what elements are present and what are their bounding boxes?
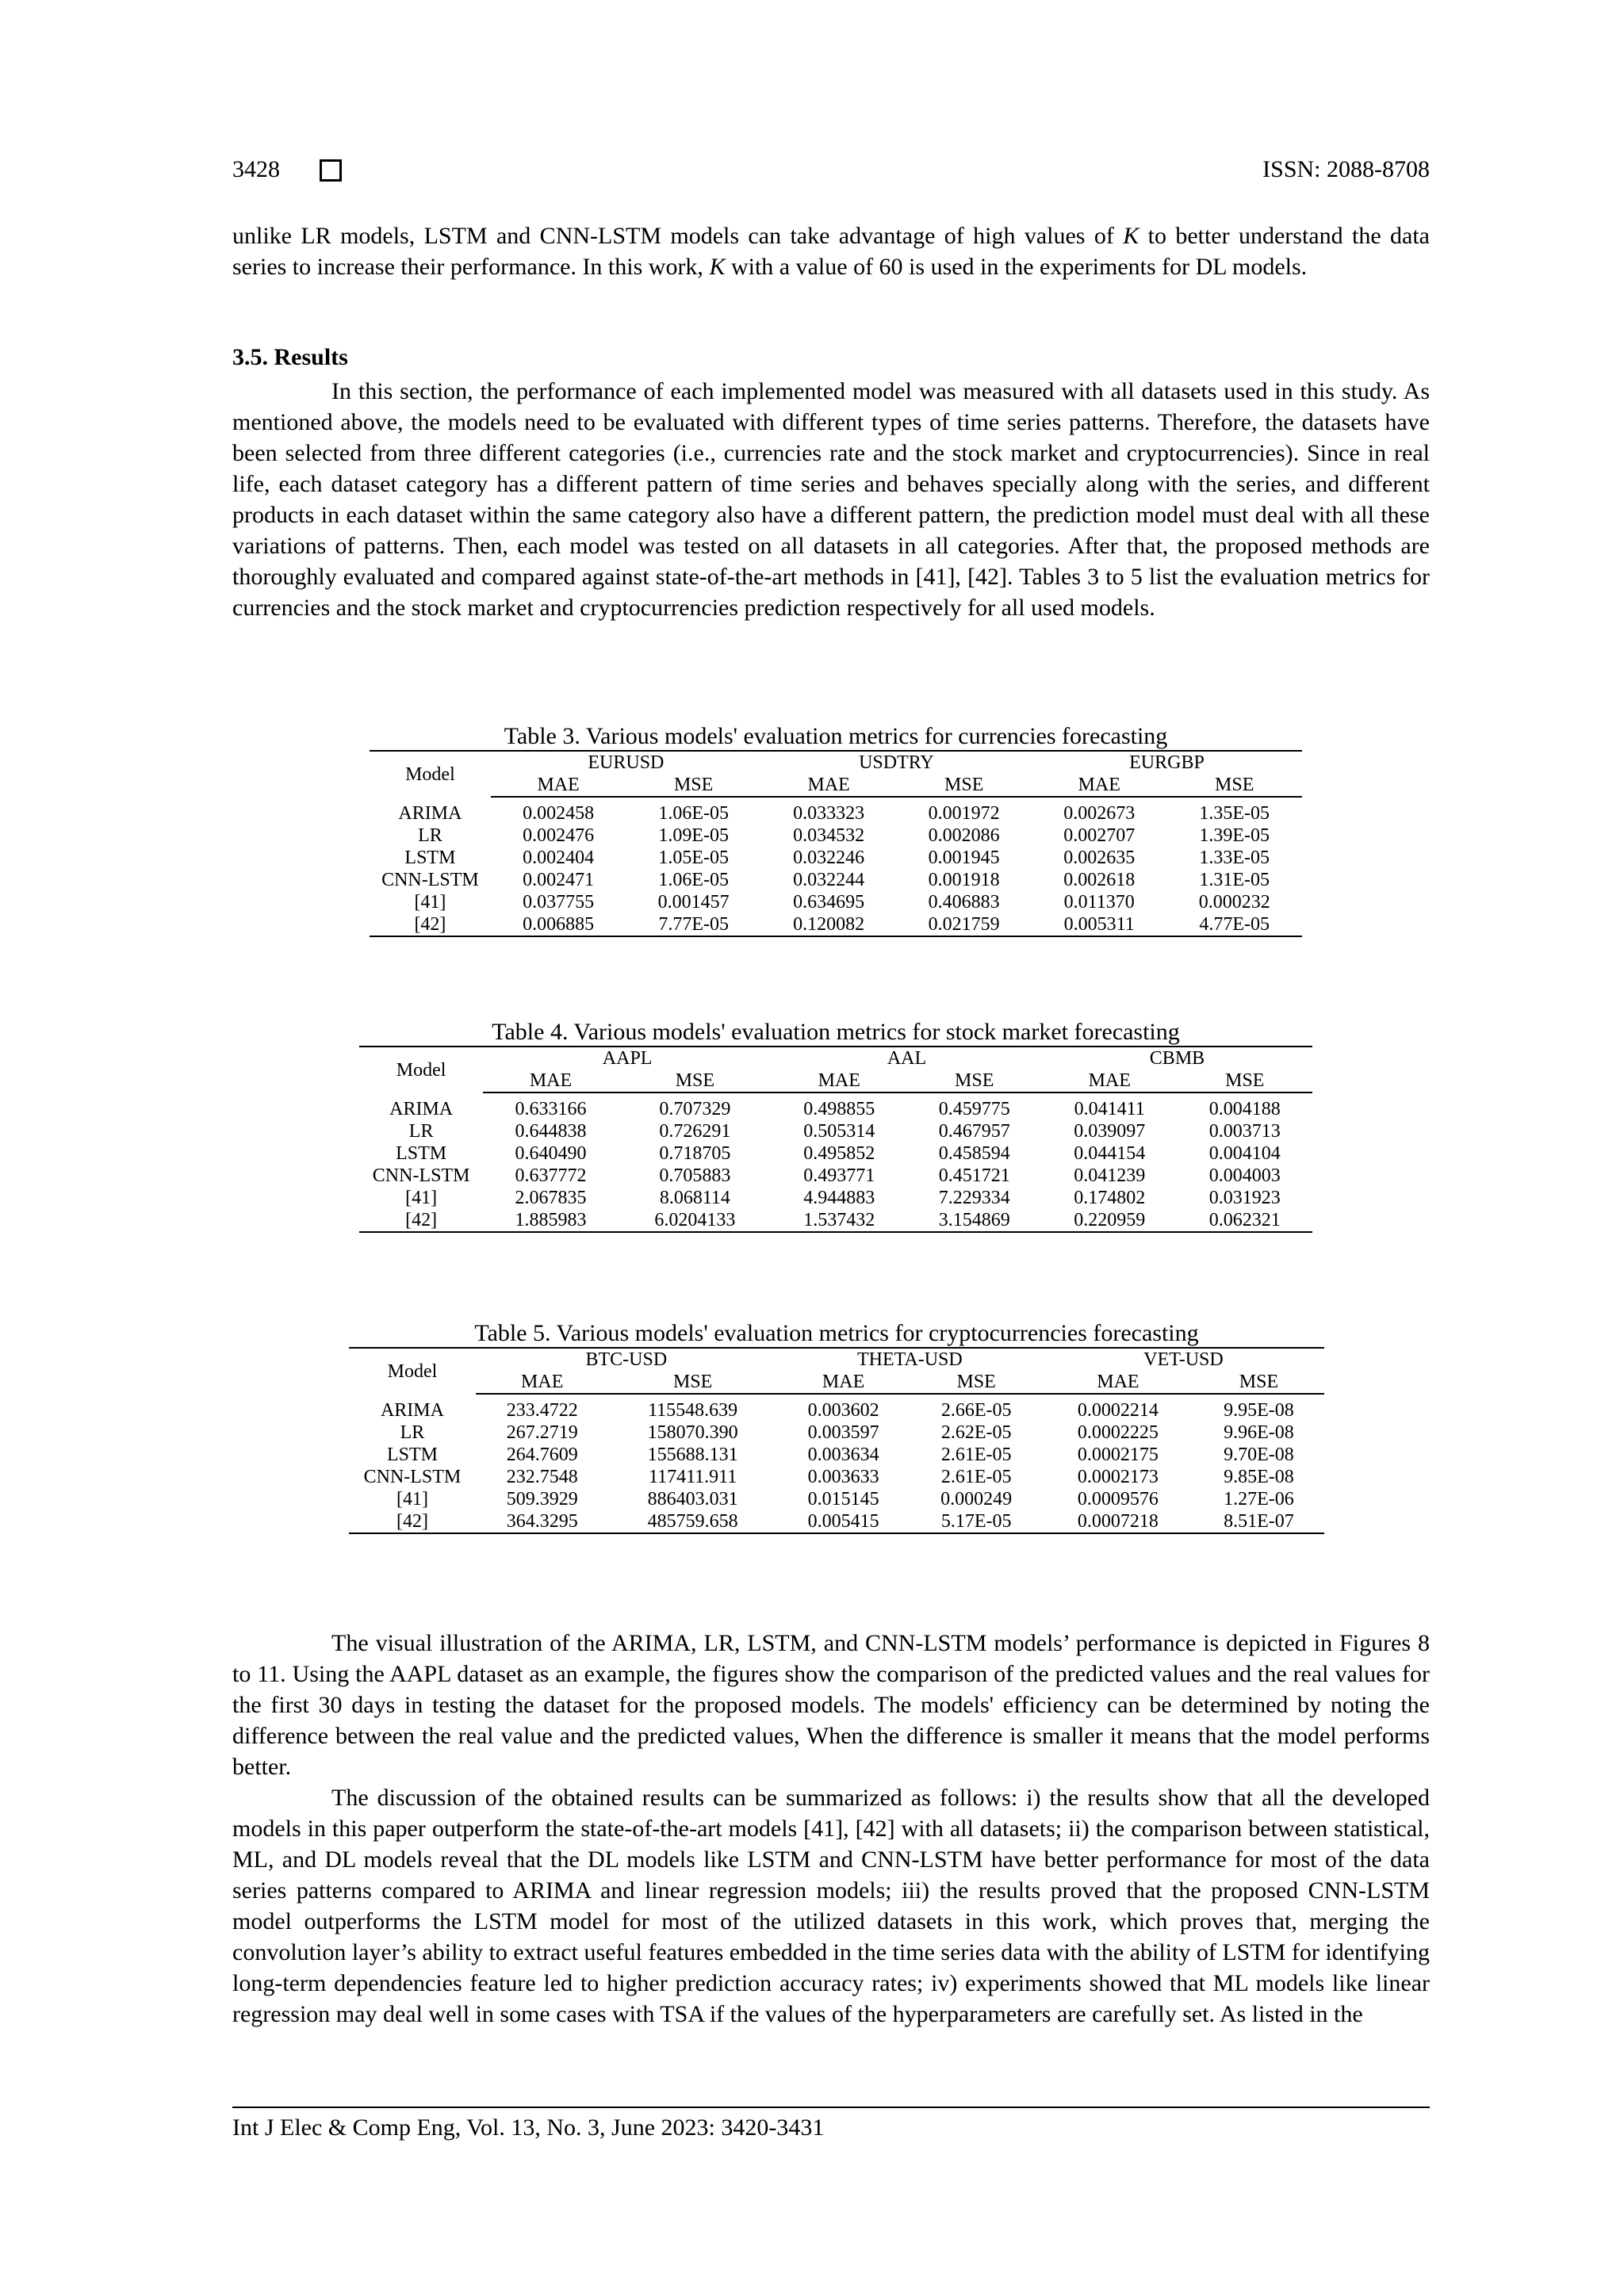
value-cell: 0.021759 xyxy=(896,913,1032,936)
value-cell: 509.3929 xyxy=(506,1489,578,1510)
value-cell: 0.640490 xyxy=(515,1143,587,1164)
value-cell: 0.041239 xyxy=(1074,1165,1146,1186)
model-cell: [42] xyxy=(370,913,491,936)
model-column-header: Model xyxy=(359,1047,483,1093)
metric-header: MAE xyxy=(1032,774,1167,797)
table-row xyxy=(349,1422,1324,1444)
value-cell: 0.174802 xyxy=(1074,1188,1146,1208)
table-row xyxy=(370,797,1302,825)
dataset-header: USDTRY xyxy=(761,751,1032,774)
value-cell: 9.85E-08 xyxy=(1224,1467,1294,1487)
model-cell: [41] xyxy=(396,1489,428,1510)
value-cell: 1.09E-05 xyxy=(658,825,729,846)
value-cell: 0.498855 xyxy=(803,1099,875,1119)
value-cell: 2.61E-05 xyxy=(940,1445,1012,1465)
table-row xyxy=(359,1093,1312,1120)
value-cell: 0.037755 xyxy=(523,892,595,913)
metric-header: MAE xyxy=(483,1070,619,1093)
value-cell: 0.0002175 xyxy=(1077,1445,1159,1465)
value-cell: 9.96E-08 xyxy=(1224,1422,1294,1443)
value-cell: 0.726291 xyxy=(659,1121,731,1142)
model-cell: [42] xyxy=(359,1209,483,1232)
value-cell: 0.005415 xyxy=(777,1510,910,1533)
footer-divider xyxy=(232,2107,1430,2108)
table-row xyxy=(359,1120,1312,1142)
value-cell: 0.034532 xyxy=(793,825,865,846)
page-header xyxy=(232,156,1430,188)
value-cell: 2.067835 xyxy=(515,1188,587,1208)
value-cell: 0.015145 xyxy=(807,1489,879,1510)
value-cell: 0.003597 xyxy=(807,1422,879,1443)
issn: ISSN: 2088-8708 xyxy=(1262,156,1430,182)
metrics-table xyxy=(370,750,1302,937)
value-cell: 0.062321 xyxy=(1177,1209,1312,1232)
table-row xyxy=(359,1187,1312,1209)
value-cell: 9.70E-08 xyxy=(1224,1445,1294,1465)
table-row xyxy=(359,1209,1312,1232)
model-cell: LSTM xyxy=(396,1143,447,1164)
value-cell: 0.003633 xyxy=(807,1467,879,1487)
value-cell: 0.001972 xyxy=(928,803,1000,824)
table-caption: Table 3. Various models' evaluation metrics for currencies forecasting xyxy=(504,723,1168,749)
square-bullet-icon xyxy=(320,159,342,182)
value-cell: 155688.131 xyxy=(647,1445,738,1465)
dataset-header: BTC-USD xyxy=(476,1348,777,1371)
table-caption: Table 5. Various models' evaluation metrics for cryptocurrencies forecasting xyxy=(474,1320,1199,1346)
intro-paragraph: unlike LR models, LSTM and CNN-LSTM models can take advantage of high values of K to better understand the data series to increase their performance. In this work, K with a value of 60 is used in the experiments for DL models. xyxy=(232,223,1430,280)
page-footer: Int J Elec & Comp Eng, Vol. 13, No. 3, June 2023: 3420-3431 xyxy=(232,2114,825,2141)
results-paragraph: In this section, the performance of each implemented model was measured with all datasets used in this study. As mentioned above, the models need to be evaluated with different types of time series patterns. Therefore, the datasets have been selected from three different categories (i.e., currencies rate and the stock market and cryptocurrencies). Since in real life, each dataset category has a different pattern of time series and behaves specially along with the series, and different products in each dataset within the same category also have a different pattern, the prediction model must deal with all these variations of patterns. Then, each model was tested on all datasets in all categories. After that, the proposed methods are thoroughly evaluated and compared against state-of-the-art methods in [41], [42]. Tables 3 to 5 list the evaluation metrics for currencies and the stock market and cryptocurrencies prediction respectively for all used models. xyxy=(232,378,1430,621)
value-cell: 8.51E-07 xyxy=(1193,1510,1324,1533)
value-cell: 0.493771 xyxy=(803,1165,875,1186)
model-cell: LR xyxy=(418,825,442,846)
value-cell: 0.032244 xyxy=(793,870,865,890)
model-cell: [42] xyxy=(349,1510,476,1533)
value-cell: 1.537432 xyxy=(772,1209,907,1232)
discussion-paragraph-1: The visual illustration of the ARIMA, LR, LSTM, and CNN-LSTM models’ performance is depicted in Figures 8 to 11. Using the AAPL dataset as an example, the figures show the comparison of the predicted values and the real values for the first 30 days in testing the dataset for the proposed models. The models' efficiency can be determined by noting the difference between the real value and the predicted values, When the difference is smaller it means that the model performs better. xyxy=(232,1630,1430,1780)
value-cell: 0.002673 xyxy=(1063,803,1136,824)
metric-header: MSE xyxy=(626,774,761,797)
value-cell: 0.120082 xyxy=(761,913,897,936)
value-cell: 233.4722 xyxy=(506,1400,578,1421)
value-cell: 0.495852 xyxy=(803,1143,875,1164)
value-cell: 0.005311 xyxy=(1032,913,1167,936)
dataset-header: AAL xyxy=(772,1047,1042,1070)
value-cell: 0.004188 xyxy=(1208,1099,1281,1119)
value-cell: 0.220959 xyxy=(1042,1209,1178,1232)
table-caption: Table 4. Various models' evaluation metrics for stock market forecasting xyxy=(492,1019,1180,1045)
value-cell: 0.002086 xyxy=(928,825,1000,846)
value-cell: 886403.031 xyxy=(647,1489,738,1510)
dataset-header: THETA-USD xyxy=(777,1348,1043,1371)
value-cell: 1.39E-05 xyxy=(1199,825,1270,846)
table-row xyxy=(370,913,1302,936)
value-cell: 7.77E-05 xyxy=(626,913,761,936)
value-cell: 0.002471 xyxy=(523,870,595,890)
metric-header: MSE xyxy=(608,1371,776,1394)
table-row xyxy=(359,1142,1312,1165)
table-row xyxy=(370,891,1302,913)
table-row xyxy=(370,825,1302,847)
value-cell: 1.35E-05 xyxy=(1199,803,1270,824)
table-row xyxy=(349,1488,1324,1510)
value-cell: 0.718705 xyxy=(659,1143,731,1164)
metrics-table xyxy=(359,1046,1312,1233)
model-cell: [41] xyxy=(414,892,446,913)
value-cell: 0.0002173 xyxy=(1077,1467,1159,1487)
value-cell: 0.467957 xyxy=(938,1121,1010,1142)
metric-header: MAE xyxy=(476,1371,609,1394)
value-cell: 0.006885 xyxy=(491,913,626,936)
value-cell: 0.031923 xyxy=(1208,1188,1281,1208)
value-cell: 9.95E-08 xyxy=(1224,1400,1294,1421)
value-cell: 4.77E-05 xyxy=(1166,913,1302,936)
value-cell: 0.001457 xyxy=(657,892,730,913)
value-cell: 0.505314 xyxy=(803,1121,875,1142)
table-row xyxy=(349,1466,1324,1488)
metric-header: MAE xyxy=(777,1371,910,1394)
value-cell: 267.2719 xyxy=(506,1422,578,1443)
model-cell: LSTM xyxy=(386,1445,438,1465)
value-cell: 364.3295 xyxy=(476,1510,609,1533)
value-cell: 115548.639 xyxy=(648,1400,738,1421)
value-cell: 7.229334 xyxy=(938,1188,1010,1208)
value-cell: 0.003713 xyxy=(1208,1121,1281,1142)
model-column-header: Model xyxy=(349,1348,476,1394)
value-cell: 1.33E-05 xyxy=(1199,848,1270,868)
table-row xyxy=(349,1444,1324,1466)
metrics-table xyxy=(349,1347,1324,1534)
value-cell: 264.7609 xyxy=(506,1445,578,1465)
value-cell: 0.003634 xyxy=(807,1445,879,1465)
value-cell: 0.033323 xyxy=(793,803,865,824)
value-cell: 0.004003 xyxy=(1208,1165,1281,1186)
value-cell: 1.05E-05 xyxy=(658,848,729,868)
model-cell: CNN-LSTM xyxy=(363,1467,462,1487)
page-number: 3428 xyxy=(232,156,280,182)
value-cell: 1.06E-05 xyxy=(658,803,729,824)
metric-header: MAE xyxy=(772,1070,907,1093)
value-cell: 0.644838 xyxy=(515,1121,587,1142)
value-cell: 0.039097 xyxy=(1074,1121,1146,1142)
metric-header: MSE xyxy=(1193,1371,1324,1394)
model-cell: LR xyxy=(400,1422,425,1443)
value-cell: 232.7548 xyxy=(506,1467,578,1487)
value-cell: 0.002618 xyxy=(1063,870,1136,890)
metric-header: MAE xyxy=(1042,1070,1178,1093)
value-cell: 0.0002225 xyxy=(1077,1422,1159,1443)
value-cell: 0.002476 xyxy=(523,825,595,846)
table-3 xyxy=(370,723,1302,937)
model-cell: ARIMA xyxy=(398,802,462,824)
model-cell: CNN-LSTM xyxy=(381,870,479,890)
section-heading: 3.5. Results xyxy=(232,344,348,370)
value-cell: 0.459775 xyxy=(938,1099,1010,1119)
model-cell: LR xyxy=(408,1121,434,1142)
metric-header: MSE xyxy=(619,1070,772,1093)
value-cell: 0.707329 xyxy=(659,1099,731,1119)
value-cell: 0.002707 xyxy=(1063,825,1136,846)
value-cell: 0.041411 xyxy=(1074,1099,1145,1119)
metric-header: MSE xyxy=(910,1371,1043,1394)
metric-header: MSE xyxy=(896,774,1032,797)
value-cell: 2.66E-05 xyxy=(940,1400,1012,1421)
value-cell: 0.004104 xyxy=(1208,1143,1281,1164)
value-cell: 0.406883 xyxy=(928,892,1000,913)
model-cell: LSTM xyxy=(404,848,456,868)
value-cell: 0.001918 xyxy=(928,870,1000,890)
value-cell: 8.068114 xyxy=(659,1188,730,1208)
table-5 xyxy=(349,1320,1324,1534)
value-cell: 0.003602 xyxy=(807,1400,879,1421)
value-cell: 0.001945 xyxy=(928,848,1000,868)
value-cell: 0.044154 xyxy=(1074,1143,1146,1164)
value-cell: 0.0002214 xyxy=(1077,1400,1159,1421)
discussion-paragraph-2: The discussion of the obtained results can be summarized as follows: i) the results show that all the developed models in this paper outperform the state-of-the-art models [41], [42] with all datasets; ii) the comparison between statistical, ML, and DL models reveal that the DL models like LSTM and CNN-LSTM have better performance for most of the data series patterns compared to ARIMA and linear regression models; iii) the results proved that the proposed CNN-LSTM model outperforms the LSTM model for most of the utilized datasets in this work, which proves that, merging the convolution layer’s ability to extract useful features embedded in the time series data with the ability of LSTM for identifying long-term dependencies feature led to higher prediction accuracy rates; iv) experiments showed that ML models like linear regression may deal well in some cases with TSA if the values of the hyperparameters are carefully set. As listed in the xyxy=(232,1785,1430,2027)
model-cell: ARIMA xyxy=(389,1098,454,1119)
value-cell: 0.705883 xyxy=(659,1165,731,1186)
value-cell: 1.27E-06 xyxy=(1224,1489,1294,1510)
value-cell: 3.154869 xyxy=(906,1209,1042,1232)
value-cell: 0.0009576 xyxy=(1077,1489,1159,1510)
value-cell: 2.62E-05 xyxy=(940,1422,1012,1443)
dataset-header: VET-USD xyxy=(1043,1348,1324,1371)
dataset-header: AAPL xyxy=(483,1047,772,1070)
value-cell: 1.885983 xyxy=(483,1209,619,1232)
value-cell: 0.011370 xyxy=(1063,892,1135,913)
value-cell: 0.451721 xyxy=(938,1165,1010,1186)
metric-header: MAE xyxy=(1043,1371,1193,1394)
model-cell: ARIMA xyxy=(380,1399,444,1421)
metric-header: MSE xyxy=(1166,774,1302,797)
metric-header: MSE xyxy=(906,1070,1042,1093)
value-cell: 0.000232 xyxy=(1198,892,1270,913)
value-cell: 158070.390 xyxy=(647,1422,738,1443)
value-cell: 2.61E-05 xyxy=(940,1467,1012,1487)
value-cell: 1.06E-05 xyxy=(658,870,729,890)
value-cell: 0.032246 xyxy=(793,848,865,868)
value-cell: 0.002404 xyxy=(523,848,595,868)
dataset-header: EURGBP xyxy=(1032,751,1302,774)
metric-header: MSE xyxy=(1177,1070,1312,1093)
table-row xyxy=(370,847,1302,869)
metric-header: MAE xyxy=(491,774,626,797)
model-cell: CNN-LSTM xyxy=(372,1165,470,1186)
value-cell: 1.31E-05 xyxy=(1199,870,1270,890)
value-cell: 0.002458 xyxy=(523,803,595,824)
value-cell: 0.634695 xyxy=(793,892,865,913)
value-cell: 4.944883 xyxy=(803,1188,875,1208)
value-cell: 0.000249 xyxy=(940,1489,1013,1510)
value-cell: 0.637772 xyxy=(515,1165,587,1186)
value-cell: 485759.658 xyxy=(608,1510,776,1533)
value-cell: 5.17E-05 xyxy=(910,1510,1043,1533)
table-row xyxy=(349,1394,1324,1422)
dataset-header: EURUSD xyxy=(491,751,761,774)
value-cell: 0.002635 xyxy=(1063,848,1136,868)
dataset-header: CBMB xyxy=(1042,1047,1312,1070)
table-row xyxy=(359,1165,1312,1187)
value-cell: 0.458594 xyxy=(938,1143,1010,1164)
value-cell: 0.0007218 xyxy=(1043,1510,1193,1533)
model-cell: [41] xyxy=(405,1188,438,1208)
model-column-header: Model xyxy=(370,751,491,797)
metric-header: MAE xyxy=(761,774,897,797)
value-cell: 0.633166 xyxy=(515,1099,587,1119)
value-cell: 6.0204133 xyxy=(619,1209,772,1232)
value-cell: 117411.911 xyxy=(648,1467,737,1487)
table-row xyxy=(370,869,1302,891)
table-4 xyxy=(359,1019,1312,1233)
table-row xyxy=(349,1510,1324,1533)
